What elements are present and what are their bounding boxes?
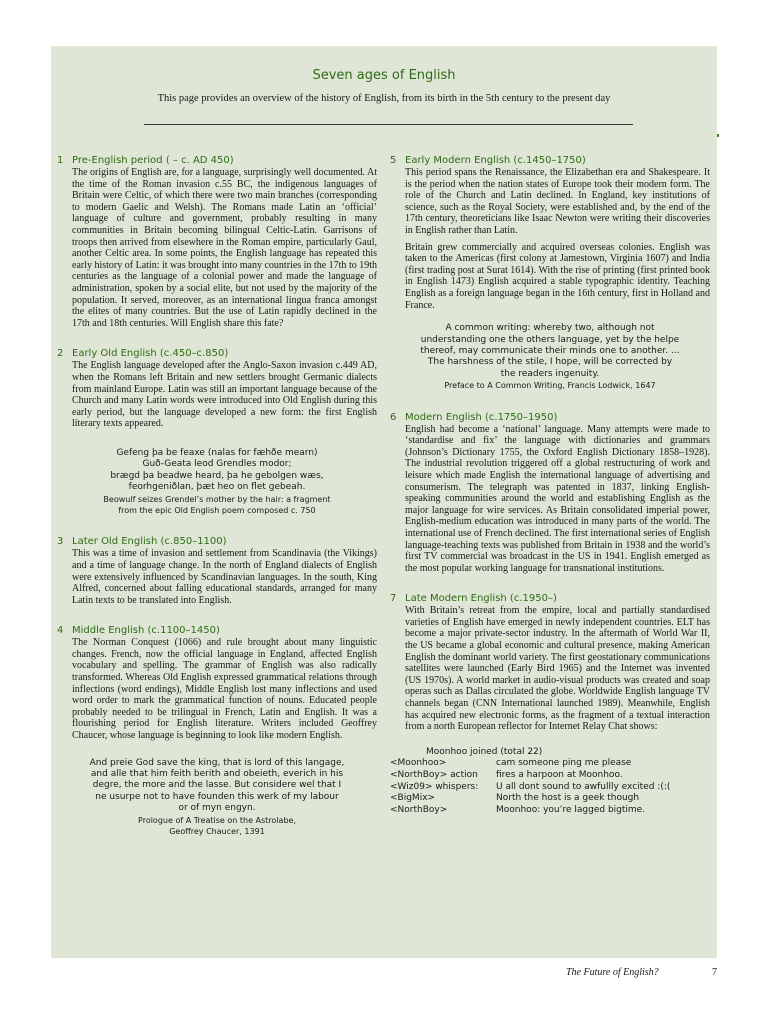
header-divider xyxy=(144,124,633,125)
section-heading xyxy=(390,412,710,423)
section-number: 1 xyxy=(57,155,64,166)
left-column xyxy=(57,155,377,837)
chat-row xyxy=(390,805,710,817)
section-number: 4 xyxy=(57,625,64,637)
quote-line: A common writing: whereby two, although not xyxy=(445,323,655,334)
paragraph: This period spans the Renaissance, the Elizabethan era and Shakespeare. It is the period when the nation states of Europe took their modern form. The role of the Church and Latin declined. In England, key institutions of science, such as the Royal Society, were established and, by the end of the 17th century, theoreticians like Isaac Newton were writing their discoveries in English rather than Latin. xyxy=(405,167,710,236)
section-body xyxy=(405,605,710,733)
section-body xyxy=(72,167,377,329)
section-body xyxy=(72,548,377,606)
section-1 xyxy=(57,155,377,329)
paragraph: The origins of English are, for a language, surprisingly well documented. At the time of the Roman invasion c.55 BC, the indigenous languages of Britain were Celtic, of which there were two main branches (corresponding to modern Gaelic and Welsh). The Romans made Latin an ‘official’ language of culture and government, probably resulting in many communities in Britain becoming bilingual Celtic-Latin. Garrisons of troops then arrived from elsewhere in the Roman empire, particularly Gaul, another Celtic area. In some points, the English language has repeated this early history of Latin: it was brought into many countries in the 17th to 19th centuries as the language of a colonial power and made the language of administration, spoken by a social elite, but not used by the majority of the population. It served, moreover, as an international lingua franca amongst the elites of many countries. But the use of Latin rapidly declined in the 17th and 18th centuries. Will English share this fate? xyxy=(72,167,377,329)
quote-caption: from the epic Old English poem composed c. 750 xyxy=(118,505,316,515)
section-title: Later Old English (c.850–1100) xyxy=(72,536,227,548)
paragraph: The English language developed after the Anglo-Saxon invasion c.449 AD, when the Romans left Britain and new settlers brought Germanic dialects from mainland Europe. Latin was still an important language because of the Church and many Latin words were introduced into Old English during this early period, but the language developed a new form: the first English literary texts appeared. xyxy=(72,360,377,430)
page-number: 7 xyxy=(712,967,717,978)
chat-message: Moonhoo: you’re lagged bigtime. xyxy=(496,804,646,815)
chaucer-quote xyxy=(57,758,377,838)
section-number: 2 xyxy=(57,348,64,360)
quote-caption: Geoffrey Chaucer, 1391 xyxy=(169,827,265,837)
section-title: Early Old English (c.450–c.850) xyxy=(72,348,229,360)
paragraph: With Britain’s retreat from the empire, local and partially standardised varieties of English have emerged in newly independent countries. ELT has become a major private-sector industry. In the aftermath of World War II, the US became a global economic and cultural presence, making American English the dominant world variety. The first geostationary communications satellites were launched (Early Bird 1965) and the Internet was invented (US 1970s). A world market in audio-visual products was created and soap operas such as Dallas circulated the globe. Worldwide English language TV channels began (CNN International launched 1989). Meanwhile, English has acquired new electronic forms, as the fragment of a textual interaction from a north European reflector for Internet Relay Chat shows: xyxy=(405,605,710,733)
running-footer-title: The Future of English? xyxy=(566,967,659,978)
chat-message: U all dont sound to awfullly excited :(:( xyxy=(496,781,671,792)
quote-caption: Prologue of A Treatise on the Astrolabe, xyxy=(138,815,296,825)
chat-row xyxy=(390,758,710,770)
section-heading xyxy=(390,593,710,604)
chat-message: North the host is a geek though xyxy=(496,793,640,804)
section-title: Late Modern English (c.1950–) xyxy=(405,593,557,605)
section-body xyxy=(405,167,710,311)
quote-line: And preie God save the king, that is lord of this langage, xyxy=(89,757,345,768)
section-3 xyxy=(57,536,377,606)
quote-line: the readers ingenuity. xyxy=(500,368,600,379)
section-title: Modern English (c.1750–1950) xyxy=(405,411,558,423)
chat-title: Moonhoo joined (total 22) xyxy=(426,746,543,757)
quote-line: brægd þa beadwe heard, þa he gebolgen wæs, xyxy=(110,470,324,481)
chat-message: cam someone ping me please xyxy=(496,758,632,769)
page-title: Seven ages of English xyxy=(312,68,456,83)
quote-caption: Beowulf seizes Grendel’s mother by the hair: a fragment xyxy=(103,494,331,504)
chat-nick: <Wiz09> whispers: xyxy=(390,781,479,792)
section-heading xyxy=(57,155,377,166)
paragraph: English had become a ‘national’ language. Many attempts were made to ‘standardise and fix’ the language with dictionaries and grammars (Johnson’s Dictionary 1755, the Oxford English Dictionary 1858–1928). The industrial revolution triggered off a global restructuring of work and leisure which made English the international language of advertising and consumerism. The telegraph was patented in 1837, linking English-speaking communities around the world and establishing English as the major language for wire services. As Britain consolidated imperial power, English-medium education was introduced in many parts of the world. The international use of French declined. The first international series of English language-teaching texts was published from Britain in 1938 and the world’s first TV commercial was broadcast in the US in 1941. English emerged as the most popular working language for transnational institutions. xyxy=(405,423,711,574)
section-number: 5 xyxy=(390,155,397,166)
section-body xyxy=(72,637,377,741)
section-heading xyxy=(390,155,710,166)
right-column xyxy=(390,155,710,816)
chat-row xyxy=(390,770,710,782)
quote-line: thereof, may communicate their minds one to another. ... xyxy=(420,345,680,356)
section-4 xyxy=(57,625,377,837)
irc-chat-transcript xyxy=(390,747,710,817)
section-title: Middle English (c.1100–1450) xyxy=(72,625,220,637)
section-heading xyxy=(57,348,377,359)
chat-nick: <NorthBoy> action xyxy=(390,770,478,780)
chat-message: fires a harpoon at Moonhoo. xyxy=(496,770,623,780)
chat-row xyxy=(390,782,710,794)
section-heading xyxy=(57,536,377,547)
chat-row xyxy=(390,793,710,805)
section-body xyxy=(72,360,377,430)
page-subtitle: This page provides an overview of the history of English, from its birth in the 5th century to the present day xyxy=(157,93,611,104)
chat-nick: <Moonhoo> xyxy=(390,758,447,769)
paragraph: Britain grew commercially and acquired overseas colonies. English was taken to the Americas (first colony at Jamestown, Virginia 1607) and India (first trading post at Surat 1614). With the rise of printing (first printed book in English 1473) English acquired a stable typographic identity. Teaching English as a foreign language began in the 16th century, first in Holland and France. xyxy=(405,241,710,311)
section-number: 6 xyxy=(390,411,397,423)
quote-line: degre, the more and the lasse. But considere wel that I xyxy=(92,780,342,791)
paragraph: This was a time of invasion and settlement from Scandinavia (the Vikings) and a time of language change. In the north of England dialects of English were extensively influenced by Scandinavian languages. In the south, King Alfred, concerned about falling educational standards, arranged for many Latin texts to be translated into English. xyxy=(72,548,377,606)
quote-line: feorhgeniðlan, þæt heo on flet gebeah. xyxy=(128,482,306,493)
section-heading xyxy=(57,625,377,636)
quote-line: Guð-Geata leod Grendles modor; xyxy=(142,459,292,470)
quote-line: Gefeng þa be feaxe (nalas for fæhðe mearn) xyxy=(116,447,318,458)
quote-line: and alle that him feith berith and obeieth, everich in his xyxy=(90,769,344,780)
section-number: 3 xyxy=(57,536,64,548)
lodwick-quote xyxy=(390,323,710,391)
paragraph: The Norman Conquest (1066) and rule brought about many linguistic changes. French, now the official language in England, affected English vocabulary and spelling. The grammar of English was also radically transformed. Whereas Old English expressed grammatical relations through inflections (word endings), Middle English lost many inflections and used word order to mark the grammatical function of nouns. Educated people probably needed to be trilingual in French, Latin and English. It was a flourishing period for English literature. Writers included Geoffrey Chaucer, whose language is beginning to look like modern English. xyxy=(72,637,377,742)
quote-line: ne usurpe not to have founden this werk of my labour xyxy=(95,791,339,802)
quote-line: or of myn engyn. xyxy=(178,803,256,814)
section-2 xyxy=(57,348,377,516)
section-7 xyxy=(390,593,710,816)
quote-line: The harshness of the stile, I hope, will be corrected by xyxy=(427,357,673,368)
beowulf-quote xyxy=(57,448,377,516)
section-number: 7 xyxy=(390,593,397,605)
section-title: Pre-English period ( – c. AD 450) xyxy=(72,155,234,166)
section-6 xyxy=(390,412,710,575)
quote-line: understanding one the others language, yet by the helpe xyxy=(420,334,680,345)
section-body xyxy=(405,424,710,575)
section-5 xyxy=(390,155,710,392)
chat-nick: <NorthBoy> xyxy=(390,804,448,815)
margin-mark xyxy=(717,134,719,137)
chat-nick: <BigMix> xyxy=(390,793,436,804)
section-title: Early Modern English (c.1450–1750) xyxy=(405,155,586,166)
quote-caption: Preface to A Common Writing, Francis Lodwick, 1647 xyxy=(444,381,656,391)
